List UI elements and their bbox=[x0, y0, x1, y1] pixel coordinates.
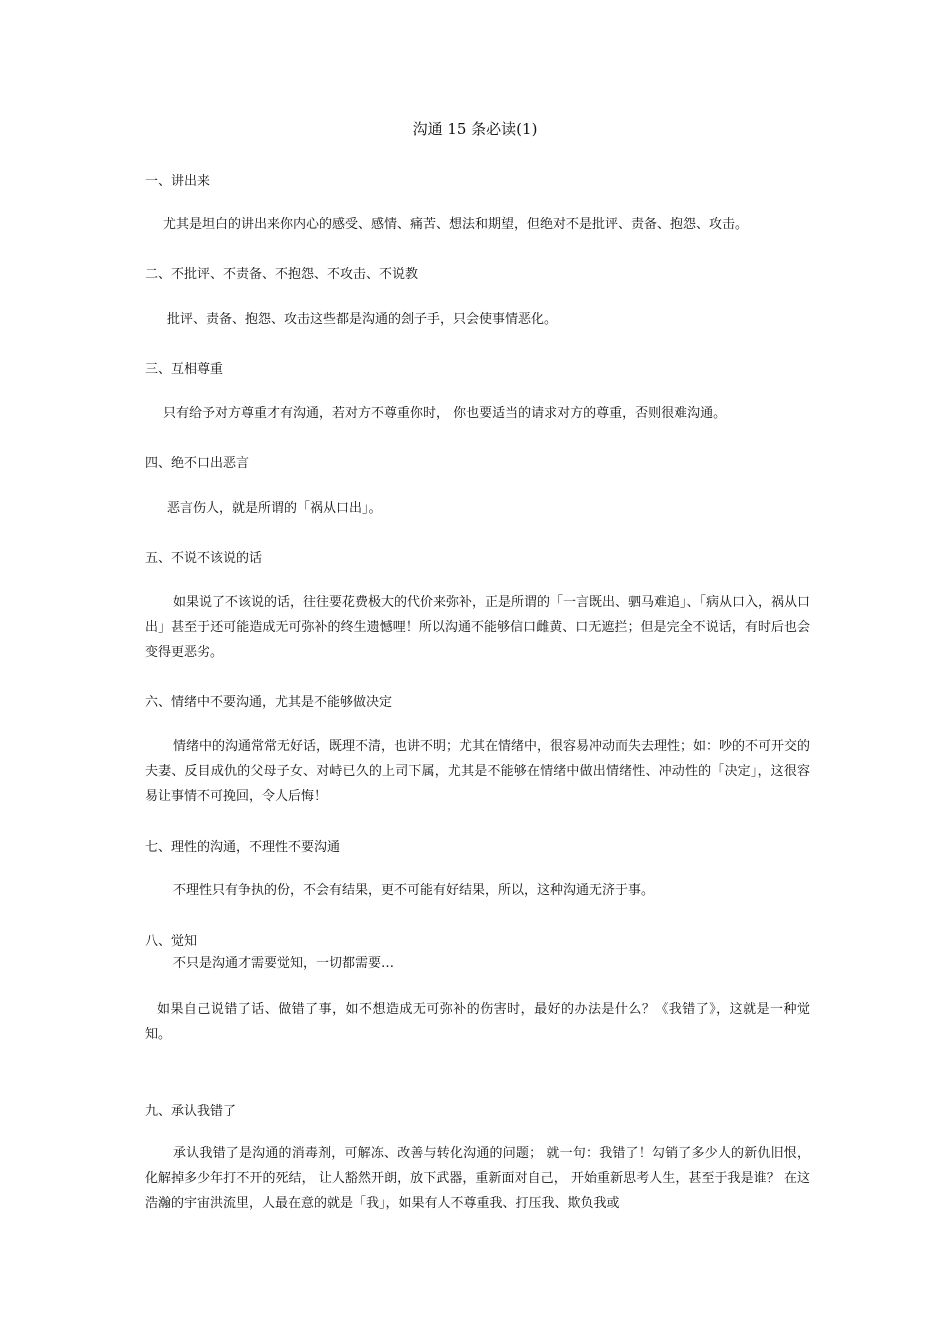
section-6-paragraph: 情绪中的沟通常常无好话，既理不清，也讲不明；尤其在情绪中，很容易冲动而失去理性；如：吵的不可开交的夫妻、反目成仇的父母子女、对峙已久的上司下属，尤其是不能够在情绪中做出情绪性、冲动性的「决定」，这很容易让事情不可挽回，令人后悔！ bbox=[145, 739, 811, 804]
document-title: 沟通 15 条必读(1) bbox=[412, 120, 538, 138]
section-1-heading: 一、讲出来 bbox=[145, 174, 211, 189]
section-5-heading: 五、不说不该说的话 bbox=[145, 551, 263, 566]
section-3-paragraph: 只有给予对方尊重才有沟通，若对方不尊重你时， 你也要适当的请求对方的尊重，否则很难沟通。 bbox=[163, 406, 727, 421]
section-9-heading: 九、承认我错了 bbox=[145, 1104, 237, 1119]
section-8-heading: 八、觉知 bbox=[145, 934, 198, 949]
section-2-heading: 二、不批评、不责备、不抱怨、不攻击、不说教 bbox=[145, 267, 419, 282]
section-5-paragraph: 如果说了不该说的话，往往要花费极大的代价来弥补，正是所谓的「一言既出、驷马难追」、「病从口入，祸从口出」甚至于还可能造成无可弥补的终生遗憾哩！所以沟通不能够信口雌黄、口无遮拦；但是完全不说话，有时后也会变得更恶劣。 bbox=[145, 595, 811, 660]
section-4-heading: 四、绝不口出恶言 bbox=[145, 456, 250, 471]
section-3-heading: 三、互相尊重 bbox=[145, 362, 224, 377]
section-7-heading: 七、理性的沟通，不理性不要沟通 bbox=[145, 840, 341, 855]
section-4-paragraph: 恶言伤人，就是所谓的「祸从口出」。 bbox=[167, 501, 382, 516]
section-9-paragraph: 承认我错了是沟通的消毒剂，可解冻、改善与转化沟通的问题； 就一句：我错了！勾销了多少人的新仇旧恨，化解掉多少年打不开的死结， 让人豁然开朗，放下武器，重新面对自己， 开始重新思考人生，甚至于我是谁？ 在这浩瀚的宇宙洪流里，人最在意的就是「我」，如果有人不尊重我、打压我、欺负我或 bbox=[145, 1146, 810, 1211]
section-8-paragraph-1: 不只是沟通才需要觉知，一切都需要… bbox=[173, 956, 395, 971]
section-7-paragraph: 不理性只有争执的份，不会有结果，更不可能有好结果，所以，这种沟通无济于事。 bbox=[173, 883, 655, 898]
section-6-heading: 六、情绪中不要沟通，尤其是不能够做决定 bbox=[145, 695, 393, 710]
section-8-paragraph-2: 如果自己说错了话、做错了事，如不想造成无可弥补的伤害时，最好的办法是什么？《我错了》，这就是一种觉知。 bbox=[145, 1002, 810, 1042]
section-1-paragraph: 尤其是坦白的讲出来你内心的感受、感情、痛苦、想法和期望，但绝对不是批评、责备、抱怨、攻击。 bbox=[163, 217, 749, 232]
section-2-paragraph: 批评、责备、抱怨、攻击这些都是沟通的刽子手，只会使事情恶化。 bbox=[167, 312, 558, 327]
